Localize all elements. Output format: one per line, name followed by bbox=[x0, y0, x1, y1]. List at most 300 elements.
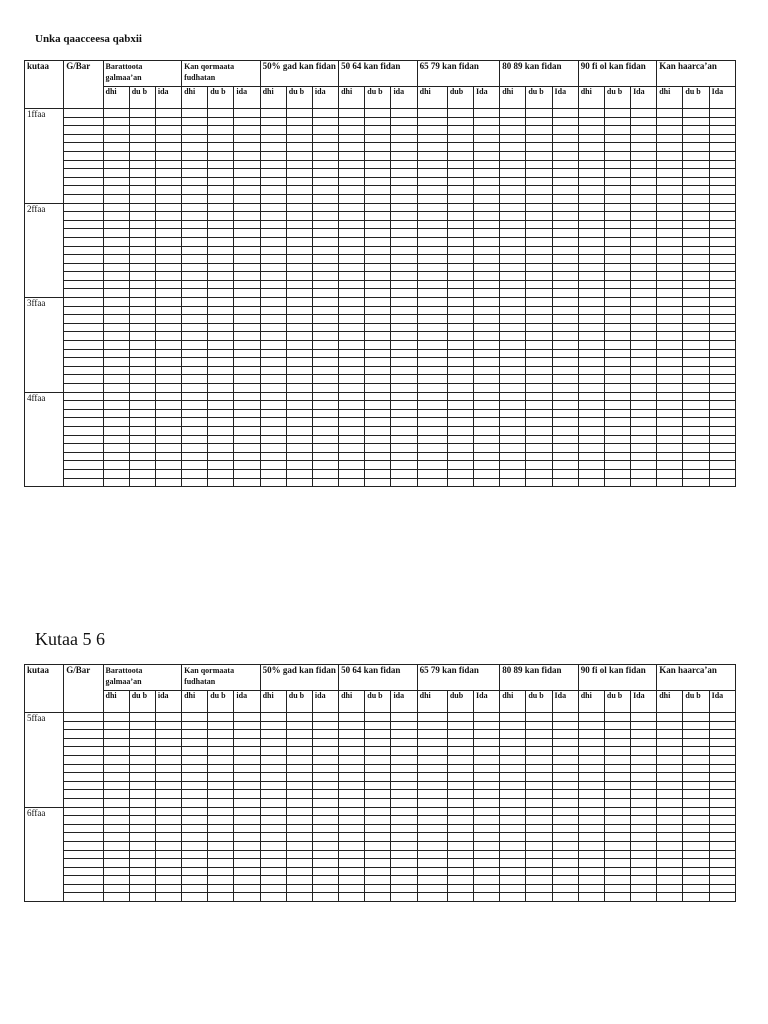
table-cell[interactable] bbox=[208, 194, 234, 203]
table-cell[interactable] bbox=[339, 186, 365, 195]
table-cell[interactable] bbox=[286, 323, 312, 332]
table-cell[interactable] bbox=[365, 469, 391, 478]
table-cell[interactable] bbox=[500, 721, 526, 730]
table-cell[interactable] bbox=[365, 349, 391, 358]
table-cell[interactable] bbox=[103, 884, 129, 893]
table-cell[interactable] bbox=[552, 738, 578, 747]
table-cell[interactable] bbox=[208, 721, 234, 730]
table-cell[interactable] bbox=[155, 867, 181, 876]
table-cell[interactable] bbox=[631, 186, 657, 195]
table-cell[interactable] bbox=[526, 841, 552, 850]
table-cell[interactable] bbox=[683, 824, 709, 833]
table-cell[interactable] bbox=[417, 781, 447, 790]
table-cell[interactable] bbox=[64, 859, 103, 868]
table-cell[interactable] bbox=[604, 721, 630, 730]
table-cell[interactable] bbox=[339, 126, 365, 135]
table-cell[interactable] bbox=[500, 315, 526, 324]
table-cell[interactable] bbox=[391, 859, 417, 868]
table-cell[interactable] bbox=[709, 867, 735, 876]
table-cell[interactable] bbox=[417, 169, 447, 178]
table-cell[interactable] bbox=[365, 143, 391, 152]
table-cell[interactable] bbox=[474, 859, 500, 868]
table-cell[interactable] bbox=[234, 289, 260, 298]
table-cell[interactable] bbox=[129, 426, 155, 435]
table-cell[interactable] bbox=[578, 323, 604, 332]
table-cell[interactable] bbox=[631, 375, 657, 384]
table-cell[interactable] bbox=[417, 203, 447, 212]
table-cell[interactable] bbox=[208, 263, 234, 272]
table-cell[interactable] bbox=[474, 893, 500, 902]
table-cell[interactable] bbox=[657, 444, 683, 453]
table-cell[interactable] bbox=[604, 255, 630, 264]
table-cell[interactable] bbox=[103, 315, 129, 324]
table-cell[interactable] bbox=[604, 790, 630, 799]
table-cell[interactable] bbox=[339, 435, 365, 444]
table-cell[interactable] bbox=[312, 884, 338, 893]
table-cell[interactable] bbox=[552, 280, 578, 289]
table-cell[interactable] bbox=[339, 876, 365, 885]
table-cell[interactable] bbox=[447, 444, 473, 453]
table-cell[interactable] bbox=[391, 177, 417, 186]
table-cell[interactable] bbox=[365, 713, 391, 722]
table-cell[interactable] bbox=[417, 790, 447, 799]
table-cell[interactable] bbox=[182, 237, 208, 246]
table-cell[interactable] bbox=[709, 452, 735, 461]
table-cell[interactable] bbox=[657, 401, 683, 410]
table-cell[interactable] bbox=[182, 790, 208, 799]
table-cell[interactable] bbox=[474, 401, 500, 410]
table-cell[interactable] bbox=[526, 409, 552, 418]
table-cell[interactable] bbox=[709, 401, 735, 410]
table-cell[interactable] bbox=[657, 177, 683, 186]
table-cell[interactable] bbox=[500, 418, 526, 427]
table-cell[interactable] bbox=[182, 850, 208, 859]
table-cell[interactable] bbox=[604, 816, 630, 825]
table-cell[interactable] bbox=[604, 109, 630, 118]
table-cell[interactable] bbox=[474, 781, 500, 790]
table-cell[interactable] bbox=[474, 229, 500, 238]
table-cell[interactable] bbox=[208, 323, 234, 332]
table-cell[interactable] bbox=[129, 151, 155, 160]
table-cell[interactable] bbox=[260, 151, 286, 160]
table-cell[interactable] bbox=[417, 315, 447, 324]
table-cell[interactable] bbox=[365, 841, 391, 850]
table-cell[interactable] bbox=[578, 452, 604, 461]
table-cell[interactable] bbox=[500, 781, 526, 790]
table-cell[interactable] bbox=[709, 186, 735, 195]
table-cell[interactable] bbox=[709, 730, 735, 739]
table-cell[interactable] bbox=[657, 375, 683, 384]
table-cell[interactable] bbox=[339, 807, 365, 816]
table-cell[interactable] bbox=[129, 237, 155, 246]
table-cell[interactable] bbox=[260, 824, 286, 833]
table-cell[interactable] bbox=[604, 203, 630, 212]
table-cell[interactable] bbox=[208, 366, 234, 375]
table-cell[interactable] bbox=[709, 478, 735, 487]
table-cell[interactable] bbox=[312, 747, 338, 756]
table-cell[interactable] bbox=[474, 186, 500, 195]
table-cell[interactable] bbox=[391, 160, 417, 169]
table-cell[interactable] bbox=[526, 229, 552, 238]
table-cell[interactable] bbox=[64, 773, 103, 782]
table-cell[interactable] bbox=[234, 134, 260, 143]
table-cell[interactable] bbox=[182, 194, 208, 203]
table-cell[interactable] bbox=[474, 126, 500, 135]
table-cell[interactable] bbox=[578, 186, 604, 195]
table-cell[interactable] bbox=[447, 306, 473, 315]
table-cell[interactable] bbox=[312, 229, 338, 238]
table-cell[interactable] bbox=[552, 478, 578, 487]
table-cell[interactable] bbox=[155, 773, 181, 782]
table-cell[interactable] bbox=[709, 289, 735, 298]
table-cell[interactable] bbox=[260, 409, 286, 418]
table-cell[interactable] bbox=[260, 444, 286, 453]
table-cell[interactable] bbox=[182, 893, 208, 902]
table-cell[interactable] bbox=[103, 426, 129, 435]
table-cell[interactable] bbox=[260, 160, 286, 169]
table-cell[interactable] bbox=[604, 237, 630, 246]
table-cell[interactable] bbox=[286, 109, 312, 118]
table-cell[interactable] bbox=[657, 384, 683, 393]
table-cell[interactable] bbox=[312, 280, 338, 289]
table-cell[interactable] bbox=[657, 160, 683, 169]
table-cell[interactable] bbox=[260, 773, 286, 782]
table-cell[interactable] bbox=[474, 824, 500, 833]
table-cell[interactable] bbox=[709, 850, 735, 859]
table-cell[interactable] bbox=[474, 384, 500, 393]
table-cell[interactable] bbox=[286, 884, 312, 893]
table-cell[interactable] bbox=[417, 867, 447, 876]
table-cell[interactable] bbox=[234, 143, 260, 152]
table-cell[interactable] bbox=[182, 713, 208, 722]
table-cell[interactable] bbox=[155, 824, 181, 833]
table-cell[interactable] bbox=[182, 203, 208, 212]
table-cell[interactable] bbox=[260, 341, 286, 350]
table-cell[interactable] bbox=[234, 384, 260, 393]
table-cell[interactable] bbox=[631, 893, 657, 902]
table-cell[interactable] bbox=[155, 876, 181, 885]
table-cell[interactable] bbox=[631, 341, 657, 350]
table-cell[interactable] bbox=[391, 435, 417, 444]
table-cell[interactable] bbox=[155, 109, 181, 118]
table-cell[interactable] bbox=[552, 721, 578, 730]
table-cell[interactable] bbox=[447, 177, 473, 186]
table-cell[interactable] bbox=[552, 255, 578, 264]
table-cell[interactable] bbox=[312, 867, 338, 876]
table-cell[interactable] bbox=[155, 755, 181, 764]
table-cell[interactable] bbox=[417, 151, 447, 160]
table-cell[interactable] bbox=[526, 478, 552, 487]
table-cell[interactable] bbox=[208, 841, 234, 850]
table-cell[interactable] bbox=[286, 126, 312, 135]
table-cell[interactable] bbox=[234, 237, 260, 246]
table-cell[interactable] bbox=[500, 169, 526, 178]
table-cell[interactable] bbox=[208, 807, 234, 816]
table-cell[interactable] bbox=[631, 272, 657, 281]
table-cell[interactable] bbox=[312, 435, 338, 444]
table-cell[interactable] bbox=[447, 392, 473, 401]
table-cell[interactable] bbox=[286, 764, 312, 773]
table-cell[interactable] bbox=[578, 747, 604, 756]
table-cell[interactable] bbox=[552, 212, 578, 221]
table-cell[interactable] bbox=[312, 349, 338, 358]
table-cell[interactable] bbox=[604, 798, 630, 807]
table-cell[interactable] bbox=[631, 220, 657, 229]
table-cell[interactable] bbox=[339, 401, 365, 410]
table-cell[interactable] bbox=[526, 713, 552, 722]
table-cell[interactable] bbox=[339, 747, 365, 756]
table-cell[interactable] bbox=[578, 375, 604, 384]
table-cell[interactable] bbox=[631, 349, 657, 358]
table-cell[interactable] bbox=[447, 409, 473, 418]
table-cell[interactable] bbox=[578, 298, 604, 307]
table-cell[interactable] bbox=[155, 375, 181, 384]
table-cell[interactable] bbox=[155, 478, 181, 487]
table-cell[interactable] bbox=[129, 332, 155, 341]
table-cell[interactable] bbox=[657, 893, 683, 902]
table-cell[interactable] bbox=[129, 833, 155, 842]
table-cell[interactable] bbox=[391, 263, 417, 272]
table-cell[interactable] bbox=[417, 289, 447, 298]
table-cell[interactable] bbox=[526, 884, 552, 893]
table-cell[interactable] bbox=[631, 358, 657, 367]
table-cell[interactable] bbox=[129, 349, 155, 358]
table-cell[interactable] bbox=[129, 850, 155, 859]
table-cell[interactable] bbox=[683, 177, 709, 186]
table-cell[interactable] bbox=[182, 212, 208, 221]
table-cell[interactable] bbox=[103, 358, 129, 367]
table-cell[interactable] bbox=[286, 151, 312, 160]
table-cell[interactable] bbox=[260, 721, 286, 730]
table-cell[interactable] bbox=[631, 306, 657, 315]
table-cell[interactable] bbox=[552, 426, 578, 435]
table-cell[interactable] bbox=[631, 738, 657, 747]
table-cell[interactable] bbox=[286, 747, 312, 756]
table-cell[interactable] bbox=[234, 850, 260, 859]
table-cell[interactable] bbox=[339, 764, 365, 773]
table-cell[interactable] bbox=[103, 375, 129, 384]
table-cell[interactable] bbox=[234, 332, 260, 341]
table-cell[interactable] bbox=[604, 169, 630, 178]
table-cell[interactable] bbox=[631, 816, 657, 825]
table-cell[interactable] bbox=[631, 160, 657, 169]
table-cell[interactable] bbox=[500, 859, 526, 868]
table-cell[interactable] bbox=[631, 418, 657, 427]
table-cell[interactable] bbox=[578, 263, 604, 272]
table-cell[interactable] bbox=[709, 859, 735, 868]
table-cell[interactable] bbox=[657, 134, 683, 143]
table-cell[interactable] bbox=[339, 781, 365, 790]
table-cell[interactable] bbox=[552, 246, 578, 255]
table-cell[interactable] bbox=[631, 859, 657, 868]
table-cell[interactable] bbox=[578, 160, 604, 169]
table-cell[interactable] bbox=[103, 747, 129, 756]
table-cell[interactable] bbox=[365, 341, 391, 350]
table-cell[interactable] bbox=[365, 151, 391, 160]
table-cell[interactable] bbox=[474, 117, 500, 126]
table-cell[interactable] bbox=[552, 237, 578, 246]
table-cell[interactable] bbox=[709, 384, 735, 393]
table-cell[interactable] bbox=[339, 730, 365, 739]
table-cell[interactable] bbox=[709, 126, 735, 135]
table-cell[interactable] bbox=[657, 409, 683, 418]
table-cell[interactable] bbox=[312, 426, 338, 435]
table-cell[interactable] bbox=[552, 229, 578, 238]
table-cell[interactable] bbox=[657, 220, 683, 229]
table-cell[interactable] bbox=[64, 713, 103, 722]
table-cell[interactable] bbox=[631, 203, 657, 212]
table-cell[interactable] bbox=[234, 426, 260, 435]
table-cell[interactable] bbox=[365, 418, 391, 427]
table-cell[interactable] bbox=[64, 246, 103, 255]
table-cell[interactable] bbox=[683, 280, 709, 289]
table-cell[interactable] bbox=[103, 409, 129, 418]
table-cell[interactable] bbox=[129, 194, 155, 203]
table-cell[interactable] bbox=[182, 306, 208, 315]
table-cell[interactable] bbox=[391, 349, 417, 358]
table-cell[interactable] bbox=[604, 298, 630, 307]
table-cell[interactable] bbox=[447, 859, 473, 868]
table-cell[interactable] bbox=[500, 366, 526, 375]
table-cell[interactable] bbox=[578, 246, 604, 255]
table-cell[interactable] bbox=[155, 323, 181, 332]
table-cell[interactable] bbox=[500, 237, 526, 246]
table-cell[interactable] bbox=[64, 833, 103, 842]
table-cell[interactable] bbox=[417, 126, 447, 135]
table-cell[interactable] bbox=[339, 272, 365, 281]
table-cell[interactable] bbox=[208, 773, 234, 782]
table-cell[interactable] bbox=[417, 730, 447, 739]
table-cell[interactable] bbox=[339, 773, 365, 782]
table-cell[interactable] bbox=[500, 764, 526, 773]
table-cell[interactable] bbox=[365, 435, 391, 444]
table-cell[interactable] bbox=[365, 384, 391, 393]
table-cell[interactable] bbox=[417, 841, 447, 850]
table-cell[interactable] bbox=[417, 212, 447, 221]
table-cell[interactable] bbox=[683, 747, 709, 756]
table-cell[interactable] bbox=[260, 117, 286, 126]
table-cell[interactable] bbox=[260, 263, 286, 272]
table-cell[interactable] bbox=[474, 332, 500, 341]
table-cell[interactable] bbox=[129, 126, 155, 135]
table-cell[interactable] bbox=[182, 315, 208, 324]
table-cell[interactable] bbox=[260, 816, 286, 825]
table-cell[interactable] bbox=[447, 375, 473, 384]
table-cell[interactable] bbox=[365, 876, 391, 885]
table-cell[interactable] bbox=[657, 478, 683, 487]
table-cell[interactable] bbox=[417, 349, 447, 358]
table-cell[interactable] bbox=[234, 755, 260, 764]
table-cell[interactable] bbox=[500, 478, 526, 487]
table-cell[interactable] bbox=[64, 469, 103, 478]
table-cell[interactable] bbox=[286, 850, 312, 859]
table-cell[interactable] bbox=[447, 764, 473, 773]
table-cell[interactable] bbox=[286, 272, 312, 281]
table-cell[interactable] bbox=[365, 867, 391, 876]
table-cell[interactable] bbox=[391, 841, 417, 850]
table-cell[interactable] bbox=[155, 764, 181, 773]
table-cell[interactable] bbox=[657, 169, 683, 178]
table-cell[interactable] bbox=[260, 461, 286, 470]
table-cell[interactable] bbox=[417, 721, 447, 730]
table-cell[interactable] bbox=[417, 160, 447, 169]
table-cell[interactable] bbox=[447, 117, 473, 126]
table-cell[interactable] bbox=[260, 755, 286, 764]
table-cell[interactable] bbox=[709, 169, 735, 178]
table-cell[interactable] bbox=[234, 478, 260, 487]
table-cell[interactable] bbox=[552, 194, 578, 203]
table-cell[interactable] bbox=[155, 349, 181, 358]
table-cell[interactable] bbox=[447, 134, 473, 143]
table-cell[interactable] bbox=[657, 418, 683, 427]
table-cell[interactable] bbox=[709, 177, 735, 186]
table-cell[interactable] bbox=[391, 280, 417, 289]
table-cell[interactable] bbox=[286, 220, 312, 229]
table-cell[interactable] bbox=[64, 177, 103, 186]
table-cell[interactable] bbox=[234, 160, 260, 169]
table-cell[interactable] bbox=[391, 358, 417, 367]
table-cell[interactable] bbox=[604, 713, 630, 722]
table-cell[interactable] bbox=[474, 366, 500, 375]
table-cell[interactable] bbox=[103, 280, 129, 289]
table-cell[interactable] bbox=[286, 117, 312, 126]
table-cell[interactable] bbox=[683, 263, 709, 272]
table-cell[interactable] bbox=[182, 169, 208, 178]
table-cell[interactable] bbox=[312, 298, 338, 307]
table-cell[interactable] bbox=[391, 212, 417, 221]
table-cell[interactable] bbox=[155, 850, 181, 859]
table-cell[interactable] bbox=[552, 323, 578, 332]
table-cell[interactable] bbox=[526, 109, 552, 118]
table-cell[interactable] bbox=[631, 730, 657, 739]
table-cell[interactable] bbox=[182, 332, 208, 341]
table-cell[interactable] bbox=[155, 798, 181, 807]
table-cell[interactable] bbox=[552, 867, 578, 876]
table-cell[interactable] bbox=[683, 392, 709, 401]
table-cell[interactable] bbox=[234, 126, 260, 135]
table-cell[interactable] bbox=[683, 435, 709, 444]
table-cell[interactable] bbox=[365, 272, 391, 281]
table-cell[interactable] bbox=[578, 341, 604, 350]
table-cell[interactable] bbox=[155, 444, 181, 453]
table-cell[interactable] bbox=[365, 409, 391, 418]
table-cell[interactable] bbox=[500, 358, 526, 367]
table-cell[interactable] bbox=[103, 366, 129, 375]
table-cell[interactable] bbox=[631, 867, 657, 876]
table-cell[interactable] bbox=[260, 212, 286, 221]
table-cell[interactable] bbox=[155, 169, 181, 178]
table-cell[interactable] bbox=[683, 721, 709, 730]
table-cell[interactable] bbox=[391, 323, 417, 332]
table-cell[interactable] bbox=[182, 341, 208, 350]
table-cell[interactable] bbox=[447, 876, 473, 885]
table-cell[interactable] bbox=[365, 392, 391, 401]
table-cell[interactable] bbox=[155, 255, 181, 264]
table-cell[interactable] bbox=[182, 781, 208, 790]
table-cell[interactable] bbox=[631, 117, 657, 126]
table-cell[interactable] bbox=[129, 186, 155, 195]
table-cell[interactable] bbox=[709, 109, 735, 118]
table-cell[interactable] bbox=[552, 358, 578, 367]
table-cell[interactable] bbox=[474, 306, 500, 315]
table-cell[interactable] bbox=[709, 212, 735, 221]
table-cell[interactable] bbox=[155, 246, 181, 255]
table-cell[interactable] bbox=[129, 738, 155, 747]
table-cell[interactable] bbox=[631, 332, 657, 341]
table-cell[interactable] bbox=[500, 323, 526, 332]
table-cell[interactable] bbox=[365, 186, 391, 195]
table-cell[interactable] bbox=[103, 289, 129, 298]
